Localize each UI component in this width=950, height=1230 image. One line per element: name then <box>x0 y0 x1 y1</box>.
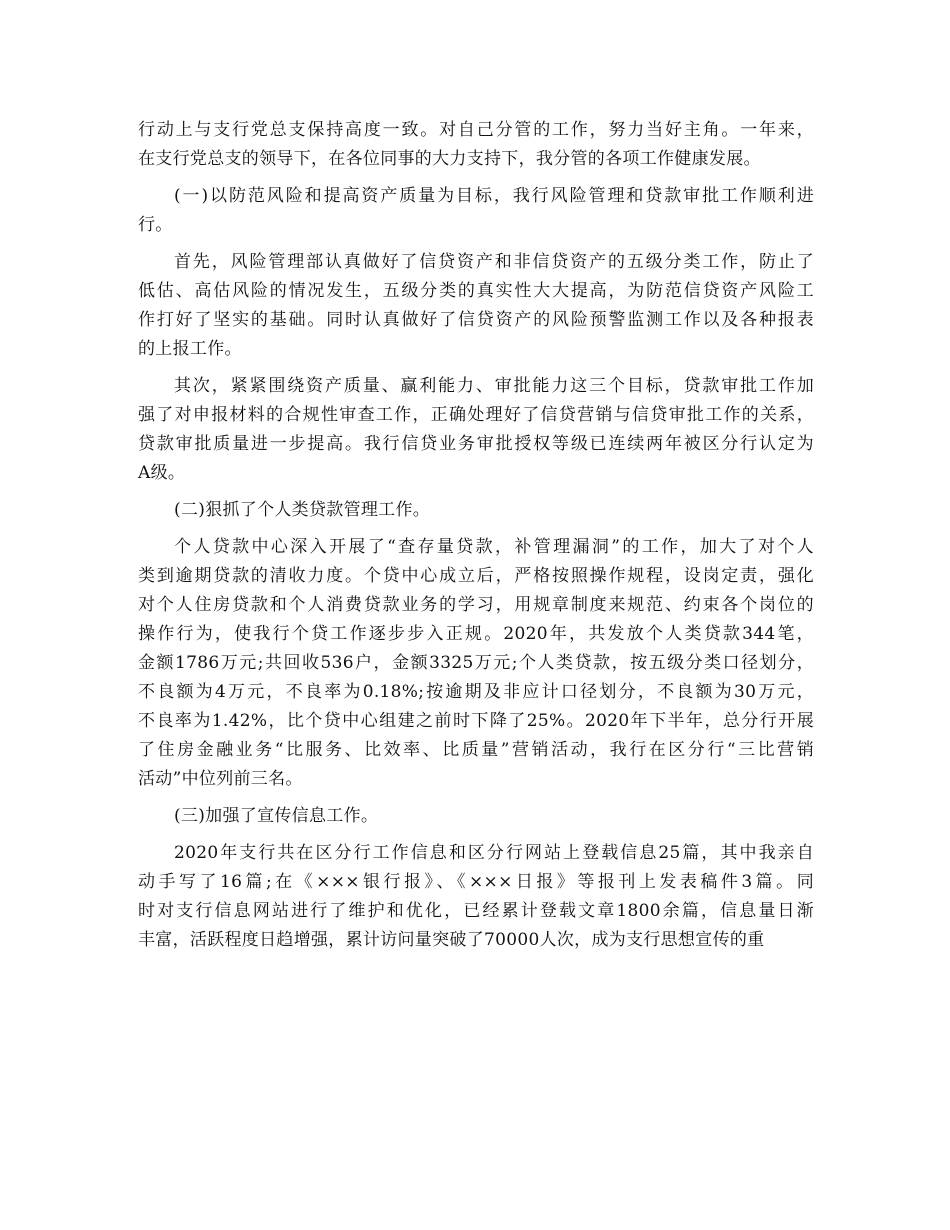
paragraph <box>138 182 814 240</box>
paragraph-gap <box>138 364 814 372</box>
text-line: 行动上与支行党总支保持高度一致。对自己分管的工作，努力当好主角。一年来， <box>138 120 814 140</box>
paragraph <box>138 496 814 525</box>
text-line: 行。 <box>138 215 173 235</box>
text-line: 首先，风险管理部认真做好了信贷资产和非信贷资产的五级分类工作，防止了 <box>174 252 814 272</box>
text-line: 作打好了坚实的基础。同时认真做好了信贷资产的风险预警监测工作以及各种报表 <box>138 310 814 330</box>
paragraph-gap <box>138 831 814 839</box>
paragraph-gap <box>138 174 814 182</box>
text-line: 不良率为1.42%，比个贷中心组建之前时下降了25%。2020年下半年，总分行开展 <box>138 711 814 731</box>
text-line: A级。 <box>138 463 186 483</box>
text-line: 对个人住房贷款和个人消费贷款业务的学习，用规章制度来规范、约束各个岗位的 <box>138 595 814 615</box>
text-line: 在支行党总支的领导下，在各位同事的大力支持下，我分管的各项工作健康发展。 <box>138 149 761 169</box>
text-line: 低估、高估风险的情况发生，五级分类的真实性大大提高，为防范信贷资产风险工 <box>138 281 814 301</box>
text-line: 2020年支行共在区分行工作信息和区分行网站上登载信息25篇，其中我亲自 <box>174 843 814 863</box>
text-line: 个人贷款中心深入开展了“查存量贷款，补管理漏洞”的工作，加大了对个人 <box>174 537 814 557</box>
paragraph-gap <box>138 525 814 533</box>
text-line: 金额1786万元;共回收536户，金额3325万元;个人类贷款，按五级分类口径划分， <box>138 653 814 673</box>
text-line: (二)狠抓了个人类贷款管理工作。 <box>174 500 431 520</box>
text-line: 类到逾期贷款的清收力度。个贷中心成立后，严格按照操作规程，设岗定责，强化 <box>138 566 814 586</box>
text-line: 贷款审批质量进一步提高。我行信贷业务审批授权等级已连续两年被区分行认定为 <box>138 434 814 454</box>
text-line: 操作行为，使我行个贷工作逐步步入正规。2020年，共发放个人类贷款344笔， <box>138 624 814 644</box>
paragraph <box>138 839 814 955</box>
paragraph <box>138 372 814 488</box>
text-line: 活动”中位列前三名。 <box>138 769 303 789</box>
paragraph-gap <box>138 488 814 496</box>
paragraph-gap <box>138 240 814 248</box>
text-line: 不良额为4万元，不良率为0.18%;按逾期及非应计口径划分，不良额为30万元， <box>138 682 814 702</box>
paragraph-gap <box>138 794 814 802</box>
text-line: 的上报工作。 <box>138 339 242 359</box>
text-line: 了住房金融业务“比服务、比效率、比质量”营销活动，我行在区分行“三比营销 <box>138 740 814 760</box>
paragraph <box>138 802 814 831</box>
text-line: 其次，紧紧围绕资产质量、赢利能力、审批能力这三个目标，贷款审批工作加 <box>174 376 814 396</box>
text-line: (三)加强了宣传信息工作。 <box>174 806 379 826</box>
paragraph <box>138 533 814 794</box>
paragraph <box>138 248 814 364</box>
text-line: 动手写了16篇;在《×××银行报》、《×××日报》等报刊上发表稿件3篇。同 <box>138 872 814 892</box>
text-line: 强了对申报材料的合规性审查工作，正确处理好了信贷营销与信贷审批工作的关系， <box>138 405 814 425</box>
document-body <box>138 116 814 955</box>
text-line: 时对支行信息网站进行了维护和优化，已经累计登载文章1800余篇，信息量日渐 <box>138 901 814 921</box>
text-line: (一)以防范风险和提高资产质量为目标，我行风险管理和贷款审批工作顺利进 <box>174 186 814 206</box>
paragraph <box>138 116 814 174</box>
text-line: 丰富，活跃程度日趋增强，累计访问量突破了70000人次，成为支行思想宣传的重 <box>138 930 765 950</box>
